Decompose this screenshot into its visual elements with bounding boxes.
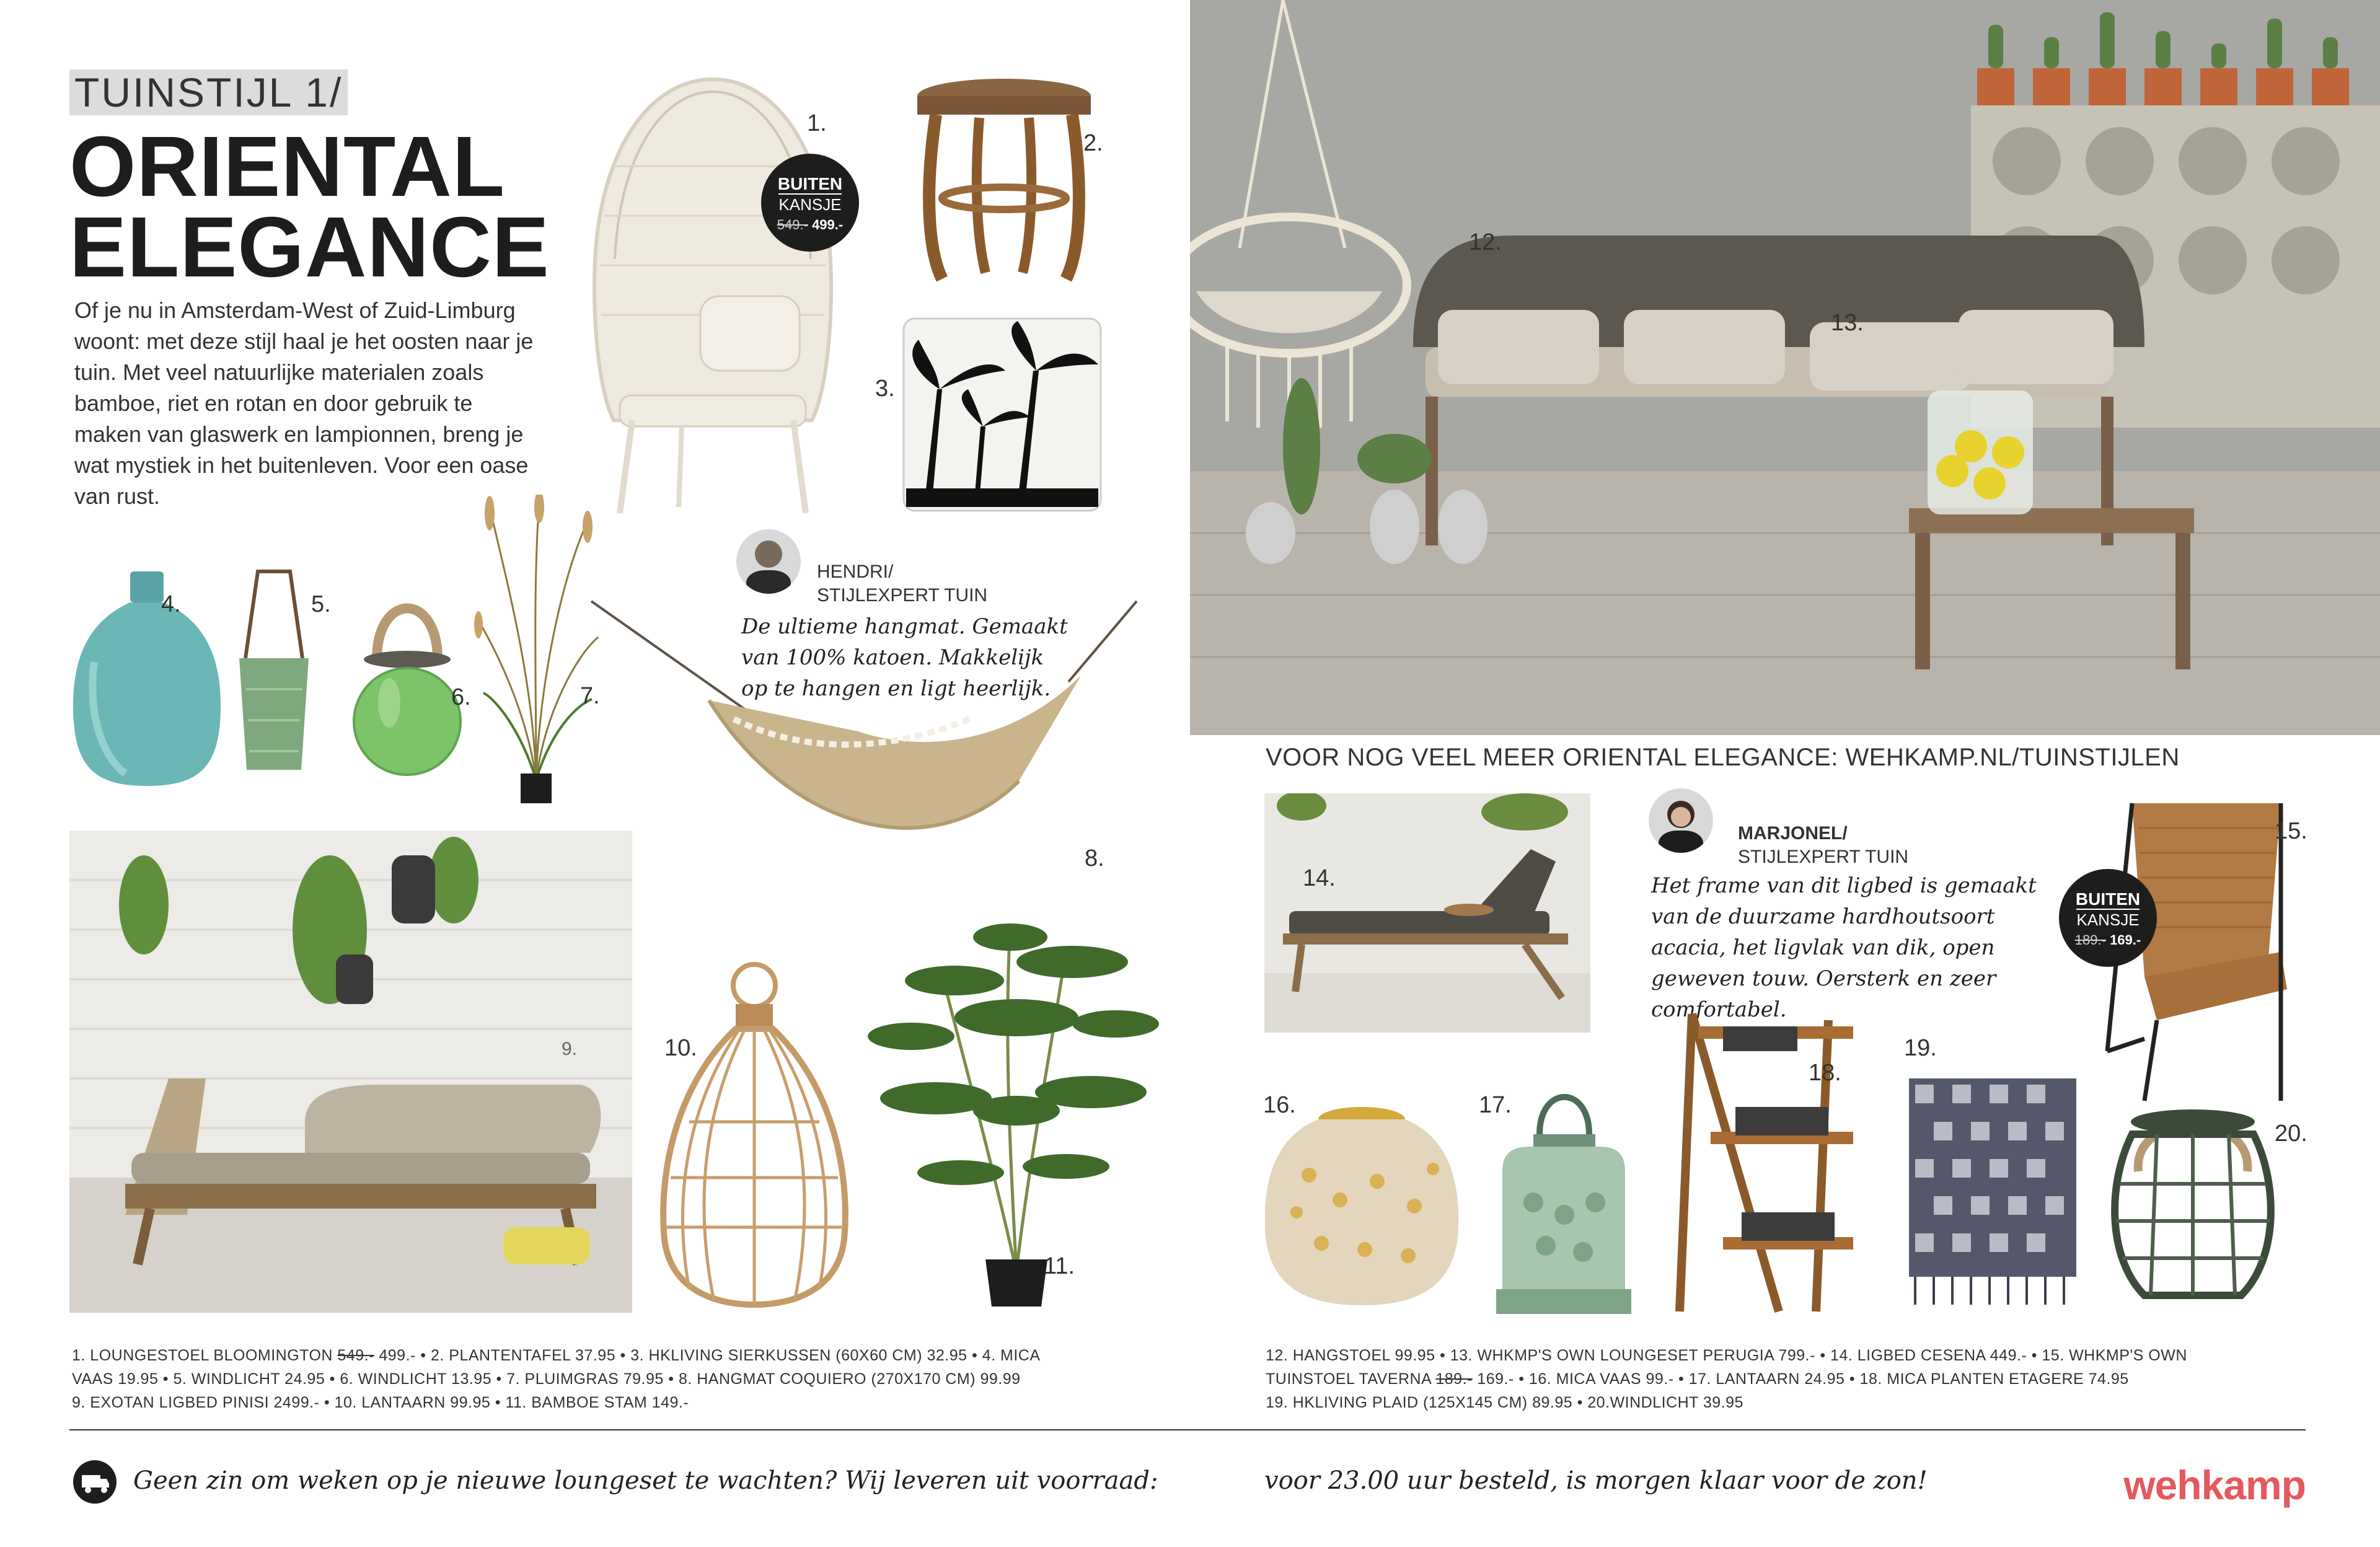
product-bamboo-image[interactable] [868,912,1163,1309]
product-plant-table-image[interactable] [911,74,1097,285]
product-windlight-image[interactable] [227,565,321,776]
product-number: 7. [580,683,600,709]
product-number: 3. [875,376,895,402]
product-number: 15. [2275,818,2307,844]
price-text: 169.- • 16. MICA VAAS 99.- • 17. LANTAARN 24.95 • 18. MICA PLANTEN ETAGERE 74.95 [1472,1370,2129,1388]
product-hammock-image[interactable] [585,595,1143,862]
expert-name: MARJONEL/ [1738,823,1848,844]
product-lounge-bed-photo[interactable] [69,831,632,1313]
badge-line1: BUITEN [777,174,843,193]
product-plaid-image[interactable] [1903,1072,2082,1308]
product-daybed-photo[interactable] [1264,793,1590,1033]
price-line: 12. HANGSTOEL 99.95 • 13. WHKMP'S OWN LOUNGESET PERUGIA 799.- • 14. LIGBED CESENA 449.- • 15. WHKMP'S OWN [1266,1347,2187,1364]
product-palm-cushion-image[interactable] [900,315,1104,514]
badge-line2: KANSJE [778,193,841,213]
product-number: 6. [451,684,471,710]
badge-old-price: 549.- [777,217,808,232]
expert-role: STIJLEXPERT TUIN [817,585,988,606]
product-mica-vase-image[interactable] [69,569,224,790]
old-price: 189.- [1435,1370,1473,1388]
product-number: 12. [1469,229,1502,255]
product-number: 9. [562,1039,578,1059]
product-number: 10. [664,1035,697,1061]
product-number: 2. [1083,130,1103,156]
product-number: 14. [1303,865,1336,891]
badge-old-price: 189.- [2074,932,2106,948]
product-number: 17. [1479,1092,1512,1118]
expert-name: HENDRI/ [817,562,894,582]
product-number: 8. [1085,845,1104,871]
footer-delivery-text-continued: voor 23.00 uur besteld, is morgen klaar voor de zon! [1264,1466,1928,1495]
expert-quote: Het frame van dit ligbed is gemaakt van de duurzame hardhoutsoort acacia, het ligvlak van dik, open geweven touw. Oersterk en zeer comfortabel. [1651,873,2037,1022]
price-line: 9. EXOTAN LIGBED PINISI 2499.- • 10. LANTAARN 99.95 • 11. BAMBOE STAM 149.- [72,1394,689,1411]
price-text: TUINSTOEL TAVERNA [1266,1370,1436,1388]
kicker: TUINSTIJL 1/ [69,69,348,115]
product-lantern-image[interactable] [652,961,857,1308]
price-line [1266,1367,2319,1391]
promo-badge [2059,869,2157,967]
footer-divider [69,1429,2306,1430]
intro-paragraph: Of je nu in Amsterdam-West of Zuid-Limburg woont: met deze stijl haal je het oosten naar je tuin. Met veel natuurlijke materialen zoals bamboe, riet en rotan en door gebruik te maken van glaswerk en lampionnen, breng je wat mystiek in het buitenleven. Voor een oase van rust. [74,298,534,509]
footer-delivery-text: Geen zin om weken op je nieuwe loungeset te wachten? Wij leveren uit voorraad: [133,1466,1158,1495]
product-mint-lantern-image[interactable] [1496,1078,1631,1320]
wehkamp-logo[interactable]: wehkamp [2123,1462,2306,1508]
promo-badge [761,154,859,252]
badge-price [761,216,859,234]
price-list-right [1266,1344,2319,1414]
product-number: 1. [807,110,827,136]
old-price: 549.- [337,1347,374,1364]
hero-patio-photo[interactable] [1190,0,2380,735]
product-number: 13. [1831,310,1864,336]
avatar [1649,788,1713,853]
badge-line1: BUITEN [2075,889,2141,909]
price-line: VAAS 19.95 • 5. WINDLICHT 24.95 • 6. WINDLICHT 13.95 • 7. PLUIMGRAS 79.95 • 8. HANGMAT COQUIERO (270X170 CM) 99.99 [72,1370,1021,1388]
product-number: 16. [1263,1092,1296,1118]
price-text: 1. LOUNGESTOEL BLOOMINGTON [72,1347,338,1364]
product-plant-etagere-image[interactable] [1667,1008,1863,1318]
avatar [736,529,801,594]
badge-price [2059,931,2157,950]
product-green-windlight-image[interactable] [352,566,462,788]
product-number: 5. [311,591,331,617]
website-link-note[interactable]: VOOR NOG VEEL MEER ORIENTAL ELEGANCE: WEHKAMP.NL/TUINSTIJLEN [1266,744,2180,771]
product-number: 4. [161,591,181,617]
product-number: 19. [1904,1035,1937,1061]
expert-quote: De ultieme hangmat. Gemaakt van 100% katoen. Makkelijk op te hangen en ligt heerlijk. [741,614,1068,701]
product-number: 20. [2275,1121,2307,1147]
price-list-left [72,1344,1163,1414]
badge-new-price: 499.- [812,217,844,232]
product-number: 11. [1044,1253,1075,1279]
product-pampas-grass-image[interactable] [471,495,601,804]
product-number: 18. [1809,1060,1841,1086]
product-egg-chair-image[interactable] [576,73,849,519]
delivery-van-icon [73,1460,117,1504]
badge-line2: KANSJE [2076,909,2139,928]
expert-role: STIJLEXPERT TUIN [1738,847,1909,867]
page-title-line1: ORIENTAL [69,119,506,214]
price-text: 499.- • 2. PLANTENTAFEL 37.95 • 3. HKLIVING SIERKUSSEN (60X60 CM) 32.95 • 4. MICA [374,1347,1041,1364]
product-yellow-vase-image[interactable] [1259,1101,1464,1308]
page-title-line2: ELEGANCE [69,200,550,295]
price-line: 19. HKLIVING PLAID (125X145 CM) 89.95 • 20.WINDLICHT 39.95 [1266,1394,1743,1411]
price-line [72,1344,1163,1367]
badge-new-price: 169.- [2110,932,2141,948]
product-rope-windlight-image[interactable] [2107,1097,2278,1302]
